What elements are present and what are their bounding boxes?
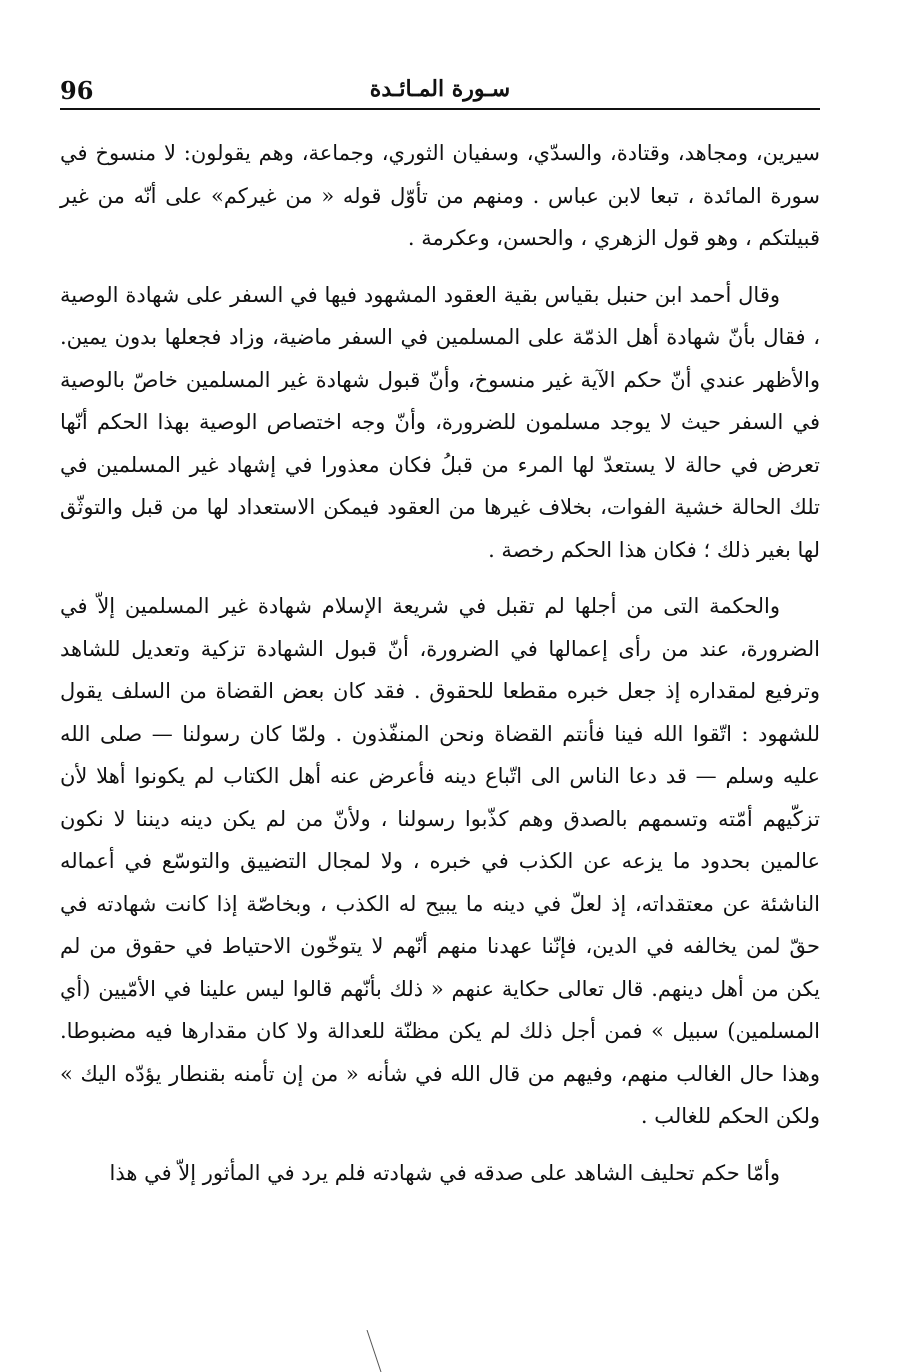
paragraph-1: سيرين، ومجاهد، وقتادة، والسدّي، وسفيان الثوري، وجماعة، وهم يقولون: لا منسوخ في سورة المائدة ، تبعا لابن عباس . ومنهم من تأوّل قوله « من غيركم» على أنّه من غير قبيلتكم ، وهو قول الزهري ، والحسن، وعكرمة . [60,141,820,250]
paragraph-4: وأمّا حكم تحليف الشاهد على صدقه في شهادته فلم يرد في المأثور إلاّ في هذا [109,1160,780,1185]
header-rule [60,108,820,110]
page-number: 96 [60,76,94,105]
body-text [60,132,820,1208]
paragraph-3: والحكمة التى من أجلها لم تقبل في شريعة الإسلام شهادة غير المسلمين إلاّ في الضرورة، عند من رأى إعمالها في الضرورة، أنّ قبول الشهادة تزكية وتعديل للشاهد وترفيع لمقداره إذ جعل خبره مقطعا للحقوق . فقد كان بعض القضاة من السلف يقول للشهود : اتّقوا الله فينا فأنتم القضاة ونحن المنفّذون . ولمّا كان رسولنا — صلى الله عليه وسلم — قد دعا الناس الى اتّباع دينه فأعرض عنه أهل الكتاب لم يكونوا أهلا لأن تزكّيهم أمّته وتسمهم بالصدق وهم كذّبوا رسولنا ، ولأنّ من لم يكن دينه ديننا لا نكون عالمين بحدود ما يزعه عن الكذب في خبره ، ولا لمجال التضييق والتوسّع في أعماله الناشئة عن معتقداته، إذ لعلّ في دينه ما يبيح له الكذب ، وبخاصّة إذا كانت شهادته في حقّ لمن يخالفه في الدين، فإنّنا عهدنا منهم أنّهم لا يتوخّون الاحتياط في حقوق من لم يكن من أهل دينهم. قال تعالى حكاية عنهم « ذلك بأنّهم قالوا ليس علينا في الأمّيين (أي المسلمين) سبيل » فمن أجل ذلك لم يكن مظنّة للعدالة ولا كان مقدارها فيه مضبوطا. وهذا حال الغالب منهم، وفيهم من قال الله في شأنه « من إن تأمنه بقنطار يؤدّه اليك » ولكن الحكم للغالب . [60,594,820,1128]
running-title: سـورة المـائـدة [369,76,511,102]
page-header [60,70,820,110]
paragraph-2: وقال أحمد ابن حنبل بقياس بقية العقود المشهود فيها في السفر على شهادة الوصية ، فقال بأنّ شهادة أهل الذمّة على المسلمين في السفر ماضية، وزاد فجعلها بدون يمين. والأظهر عندي أنّ حكم الآية غير منسوخ، وأنّ قبول شهادة غير المسلمين خاصّ بالوصية في السفر حيث لا يوجد مسلمون للضرورة، وأنّ وجه اختصاص الوصية بهذا الحكم أنّها تعرض في حالة لا يستعدّ لها المرء من قبلُ فكان معذورا في إشهاد غير المسلمين في تلك الحالة خشية الفوات، بخلاف غيرها من العقود فيمكن الاستعداد لها من قبل والتوثّق لها بغير ذلك ؛ فكان هذا الحكم رخصة . [60,282,820,562]
scan-artifact-line [365,1330,385,1372]
